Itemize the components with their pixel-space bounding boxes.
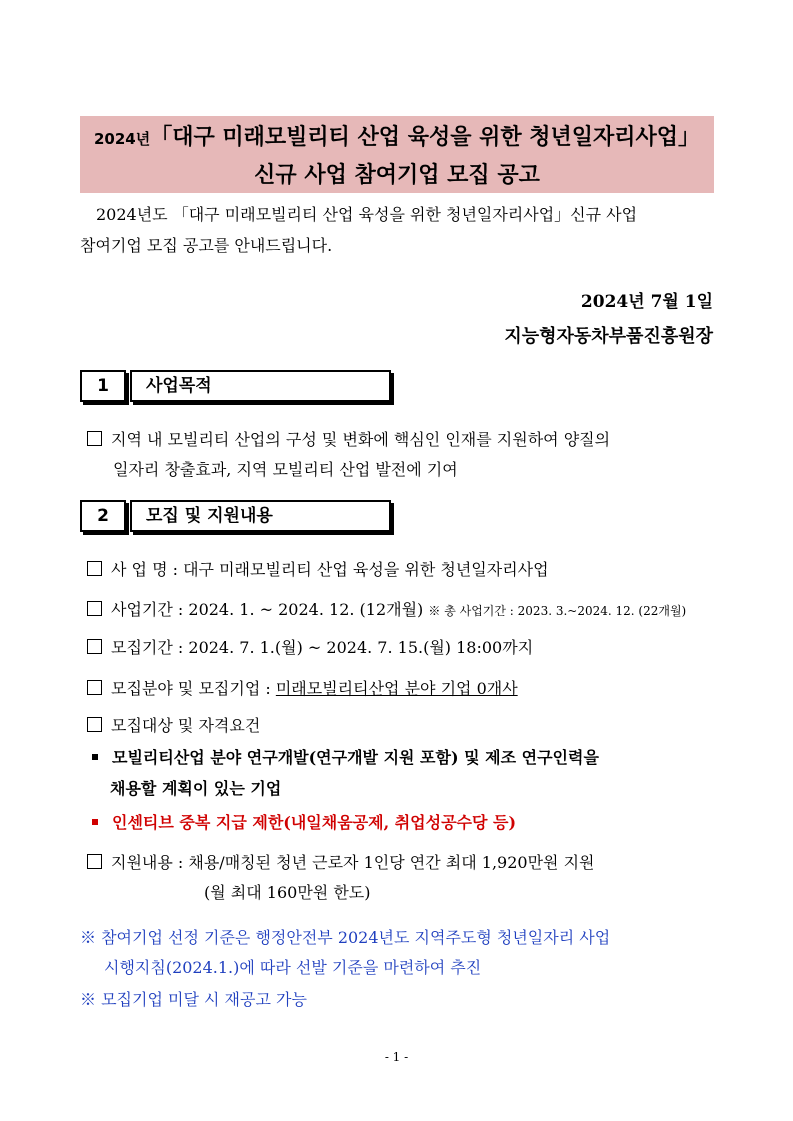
title-year: 2024년 bbox=[93, 130, 151, 148]
title-line-1 bbox=[80, 120, 714, 151]
purpose-line-1: 지역 내 모빌리티 산업의 구성 및 변화에 핵심인 인재를 지원하여 양질의 bbox=[111, 430, 611, 449]
page-number: - 1 - bbox=[384, 1050, 409, 1064]
title-line-2: 신규 사업 참여기업 모집 공고 bbox=[254, 163, 540, 188]
signer-name: 지능형자동차부품진흥원장 bbox=[504, 326, 713, 347]
recruit-period-text: 모집기간 : 2024. 7. 1.(월) ~ 2024. 7. 15.(월) 18:00까지 bbox=[111, 638, 534, 657]
recruit-field-value: 미래모빌리티산업 분야 기업 0개사 bbox=[275, 679, 518, 698]
support-item bbox=[87, 850, 594, 873]
eligibility-text: 모집대상 및 자격요건 bbox=[111, 716, 261, 735]
eligibility-bullet-2 bbox=[92, 810, 516, 833]
checkbox-icon bbox=[87, 561, 102, 576]
support-line-2: (월 최대 160만원 한도) bbox=[204, 883, 371, 902]
business-period-item bbox=[87, 597, 686, 620]
section-2-number: 2 bbox=[80, 500, 126, 532]
recruit-field-label: 모집분야 및 모집기업 : bbox=[111, 679, 276, 698]
business-name-item bbox=[87, 557, 549, 580]
business-name-text: 사 업 명 : 대구 미래모빌리티 산업 육성을 위한 청년일자리사업 bbox=[111, 560, 549, 579]
eligibility-bullet-1 bbox=[92, 745, 599, 768]
section-1-title: 사업목적 bbox=[130, 370, 391, 402]
checkbox-icon bbox=[87, 854, 102, 869]
checkbox-icon bbox=[87, 431, 102, 446]
note-2: ※ 모집기업 미달 시 재공고 가능 bbox=[80, 990, 307, 1009]
support-line-1: 지원내용 : 채용/매칭된 청년 근로자 1인당 연간 최대 1,920만원 지원 bbox=[111, 853, 595, 872]
checkbox-icon bbox=[87, 717, 102, 732]
title-main: 「대구 미래모빌리티 산업 육성을 위한 청년일자리사업」 bbox=[150, 125, 701, 150]
intro-line-2: 참여기업 모집 공고를 안내드립니다. bbox=[80, 236, 333, 255]
business-period-text: 사업기간 : 2024. 1. ~ 2024. 12. (12개월) bbox=[111, 600, 424, 619]
square-bullet-icon bbox=[92, 819, 98, 825]
business-period-note: ※ 총 사업기간 : 2023. 3.~2024. 12. (22개월) bbox=[428, 604, 687, 618]
checkbox-icon bbox=[87, 601, 102, 616]
eligibility-item bbox=[87, 713, 260, 736]
eligibility-bullet-2-text: 인센티브 중복 지급 제한(내일채움공제, 취업성공수당 등) bbox=[112, 813, 517, 832]
purpose-line-2: 일자리 창출효과, 지역 모빌리티 산업 발전에 기여 bbox=[113, 460, 458, 479]
eligibility-bullet-1-line-1: 모빌리티산업 분야 연구개발(연구개발 지원 포함) 및 제조 연구인력을 bbox=[112, 748, 599, 767]
note-1-line-1: ※ 참여기업 선정 기준은 행정안전부 2024년도 지역주도형 청년일자리 사업 bbox=[80, 928, 611, 947]
document-title-box bbox=[80, 116, 714, 193]
recruit-field-item bbox=[87, 676, 518, 699]
eligibility-bullet-1-line-2: 채용할 계획이 있는 기업 bbox=[110, 779, 282, 798]
purpose-item bbox=[87, 427, 610, 450]
announcement-date: 2024년 7월 1일 bbox=[580, 292, 713, 312]
checkbox-icon bbox=[87, 680, 102, 695]
note-1-line-2: 시행지침(2024.1.)에 따라 선발 기준을 마련하여 추진 bbox=[104, 958, 482, 977]
section-2-title: 모집 및 지원내용 bbox=[130, 500, 391, 532]
section-1-number: 1 bbox=[80, 370, 126, 402]
checkbox-icon bbox=[87, 639, 102, 654]
recruit-period-item bbox=[87, 635, 533, 658]
square-bullet-icon bbox=[92, 754, 98, 760]
intro-line-1: 2024년도 「대구 미래모빌리티 산업 육성을 위한 청년일자리사업」신규 사업 bbox=[96, 205, 638, 224]
